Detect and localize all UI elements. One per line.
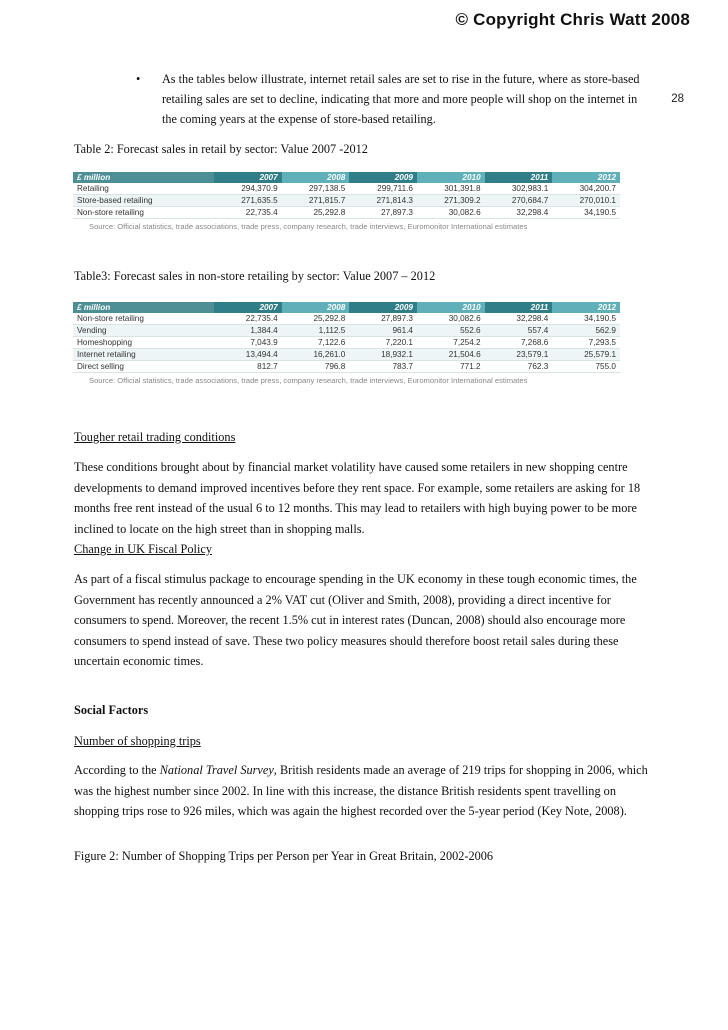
table-cell: 552.6 [417,325,485,337]
tougher-body: These conditions brought about by financial market volatility have caused some retailers in new shopping centre developments to demand improved incentives before they rent space. For example, some retailers are asking for 18 months free rent instead of the usual 6 to 12 months. This may lead to retailers with high buying power to be more inclined to locate on the high street than in shopping malls. [74,460,641,536]
table-cell: 301,391.8 [417,183,485,195]
table2-header-cell: 2012 [552,302,620,313]
table2-header-cell: 2010 [417,302,485,313]
tougher-heading: Tougher retail trading conditions [74,430,236,444]
table1-header-cell: 2012 [552,172,620,183]
table-cell: 1,112.5 [282,325,350,337]
table-row [73,183,620,195]
table-cell: 961.4 [349,325,417,337]
table-cell: 783.7 [349,361,417,373]
table-cell: 30,082.6 [417,207,485,219]
table-cell: 302,983.1 [485,183,553,195]
trips-heading: Number of shopping trips [74,734,201,748]
table-cell: 32,298.4 [485,207,553,219]
table-cell: 25,292.8 [282,207,350,219]
table-cell: 294,370.9 [214,183,282,195]
table-cell: 21,504.6 [417,349,485,361]
table-cell: 304,200.7 [552,183,620,195]
table-cell: Retailing [73,183,214,195]
table-cell: Store-based retailing [73,195,214,207]
table-cell: 812.7 [214,361,282,373]
table-cell: 27,897.3 [349,313,417,325]
table-cell: 23,579.1 [485,349,553,361]
table-cell: 25,292.8 [282,313,350,325]
table2-source-note: Source: Official statistics, trade associations, trade press, company research, trade interviews, Euromonitor International estimates [89,376,528,385]
table-cell: 270,684.7 [485,195,553,207]
table-row [73,349,620,361]
table2-header-cell: £ million [73,302,214,313]
table-cell: 755.0 [552,361,620,373]
table-cell: 1,384.4 [214,325,282,337]
table-cell: 7,122.6 [282,337,350,349]
table2-header-cell: 2008 [282,302,350,313]
figure-caption: Figure 2: Number of Shopping Trips per Person per Year in Great Britain, 2002-2006 [74,849,494,863]
table-cell: 762.3 [485,361,553,373]
table-cell: 7,293.5 [552,337,620,349]
table-cell: 22,735.4 [214,313,282,325]
fiscal-heading: Change in UK Fiscal Policy [74,542,212,556]
table-cell: 271,635.5 [214,195,282,207]
table-cell: 7,268.6 [485,337,553,349]
table1-header-cell: 2009 [349,172,417,183]
table-row [73,207,620,219]
table-cell: 27,897.3 [349,207,417,219]
table-cell: 34,190.5 [552,313,620,325]
table-row [73,337,620,349]
table-cell: 271,814.3 [349,195,417,207]
table-cell: Vending [73,325,214,337]
table-cell: 771.2 [417,361,485,373]
table1 [73,172,620,231]
trips-body [74,760,664,822]
table-cell: 22,735.4 [214,207,282,219]
table1-caption: Table 2: Forecast sales in retail by sector: Value 2007 -2012 [74,142,368,156]
table1-header-cell: 2007 [214,172,282,183]
table-cell: 562.9 [552,325,620,337]
trips-body-post: , British residents made an average of 219 trips for shopping in 2006, which was the highest number since 2002. In line with this increase, the distance British residents spent travelling on shopping trips rose to 926 miles, which was again the highest recorded over the 5-year period (Key Note, 2008). [74,763,648,818]
table-cell: 7,220.1 [349,337,417,349]
table2-header-cell: 2007 [214,302,282,313]
table2 [73,302,620,385]
table1-header-cell: £ million [73,172,214,183]
table-cell: 271,815.7 [282,195,350,207]
survey-title: National Travel Survey [159,763,274,777]
trips-body-pre: According to the [74,763,160,777]
table-cell: 34,190.5 [552,207,620,219]
table-cell: 299,711.6 [349,183,417,195]
table-cell: 796.8 [282,361,350,373]
table1-header-cell: 2010 [417,172,485,183]
table-cell: Homeshopping [73,337,214,349]
bullet-icon: • [136,72,141,86]
social-factors-heading: Social Factors [74,703,149,717]
table-cell: Internet retailing [73,349,214,361]
table-row [73,195,620,207]
table-cell: 16,261.0 [282,349,350,361]
table-cell: Non-store retailing [73,313,214,325]
table-row [73,325,620,337]
intro-bullet-text: As the tables below illustrate, internet retail sales are set to rise in the future, where as store-based retailing sales are set to decline, indicating that more and more people will shop on the internet in the coming years at the expense of store-based retailing. [162,72,640,126]
table1-header-row [73,172,620,183]
table2-header-cell: 2011 [485,302,553,313]
table-cell: 297,138.5 [282,183,350,195]
table-cell: 7,254.2 [417,337,485,349]
table2-caption: Table3: Forecast sales in non-store retailing by sector: Value 2007 – 2012 [74,269,436,283]
table-cell: 13,494.4 [214,349,282,361]
copyright-header: © Copyright Chris Watt 2008 [455,10,690,29]
page-number: 28 [671,93,684,105]
table-cell: Direct selling [73,361,214,373]
table-cell: 557.4 [485,325,553,337]
table-cell: 271,309.2 [417,195,485,207]
table2-header-row [73,302,620,313]
table-row [73,313,620,325]
table-cell: 270,010.1 [552,195,620,207]
table1-source-note: Source: Official statistics, trade associations, trade press, company research, trade interviews, Euromonitor International estimates [89,222,528,231]
table1-header-cell: 2011 [485,172,553,183]
fiscal-body: As part of a fiscal stimulus package to encourage spending in the UK economy in these tough economic times, the Government has recently announced a 2% VAT cut (Oliver and Smith, 2008), providing a direct incentive for consumers to spend. Moreover, the recent 1.5% cut in interest rates (Duncan, 2008) should also encourage more consumers to spend instead of save. These two policy measures should therefore boost retail sales during these uncertain economic times. [74,572,637,668]
table-cell: 32,298.4 [485,313,553,325]
table-cell: 30,082.6 [417,313,485,325]
table-cell: 25,579.1 [552,349,620,361]
intro-bullet [136,69,642,129]
table2-header-cell: 2009 [349,302,417,313]
table-cell: Non-store retailing [73,207,214,219]
table-cell: 18,932.1 [349,349,417,361]
table-cell: 7,043.9 [214,337,282,349]
table1-header-cell: 2008 [282,172,350,183]
table-row [73,361,620,373]
